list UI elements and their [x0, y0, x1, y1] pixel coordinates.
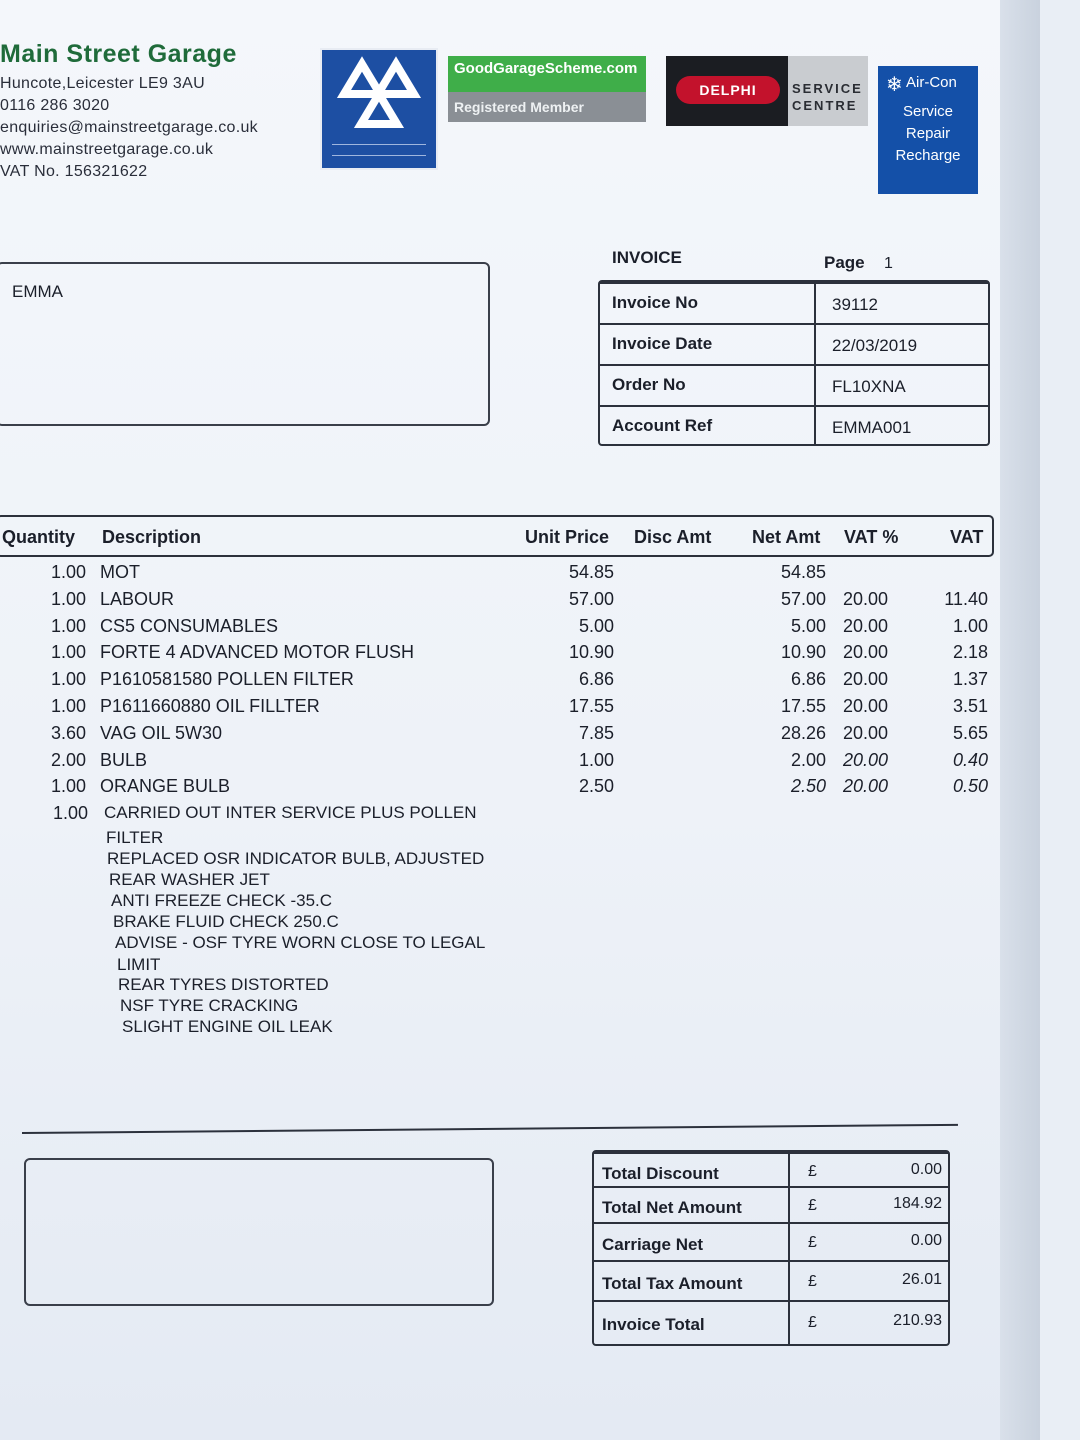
row-vat-percent: 20.00: [842, 642, 888, 663]
row-vat-percent: 20.00: [842, 749, 888, 770]
col-vat: VAT: [950, 527, 984, 547]
total-net-label: Total Net Amount: [602, 1198, 742, 1217]
note-line: ADVISE - OSF TYRE WORN CLOSE TO LEGAL: [115, 933, 486, 952]
mot-logo-caption: [332, 144, 426, 156]
snowflake-icon: ❄: [886, 74, 903, 96]
aircon-line-recharge: Recharge: [895, 147, 961, 164]
row-description: P1610581580 POLLEN FILTER: [100, 669, 354, 690]
delphi-wordmark: DELPHI: [676, 76, 780, 104]
row-vat: 1.37: [952, 669, 988, 690]
company-vat-number: VAT No. 156321622: [0, 163, 148, 180]
table-row: [0, 642, 1000, 669]
row-unit-price: 54.85: [568, 562, 614, 582]
row-unit-price: 10.90: [568, 642, 614, 663]
company-name: Main Street Garage: [0, 40, 237, 68]
row-vat-percent: 20.00: [842, 615, 888, 636]
row-description: VAG OIL 5W30: [100, 722, 223, 743]
table-row: [0, 776, 1000, 803]
row-unit-price: 2.50: [578, 776, 614, 797]
table-row: [0, 696, 1000, 723]
totals-box: [592, 1150, 950, 1346]
customer-address-box: [0, 262, 490, 426]
row-quantity: 2.00: [50, 749, 86, 770]
row-vat-percent: 20.00: [842, 669, 888, 690]
note-line: FILTER: [106, 828, 164, 847]
account-ref-value: EMMA001: [832, 418, 912, 437]
delphi-service-centre-logo: [666, 56, 868, 126]
invoice-no-label: Invoice No: [612, 293, 698, 312]
aircon-title: Air-Con: [906, 74, 957, 91]
note-line: NSF TYRE CRACKING: [120, 996, 299, 1015]
row-vat: 0.40: [952, 749, 988, 770]
company-header: [0, 40, 258, 185]
ggs-logo-title: GoodGarageScheme.com: [448, 56, 646, 92]
row-description: LABOUR: [100, 588, 175, 609]
row-description: BULB: [100, 749, 148, 770]
row-net-amount: 2.00: [790, 749, 826, 770]
invoice-title: INVOICE: [612, 248, 682, 267]
note-line: REAR TYRES DISTORTED: [118, 975, 329, 994]
mot-triangles-icon: [322, 50, 436, 140]
table-row: [0, 750, 1000, 777]
row-vat: 0.50: [952, 776, 988, 797]
row-net-amount: 5.00: [790, 615, 826, 636]
customer-name: EMMA: [12, 282, 63, 301]
row-vat-percent: 20.00: [842, 695, 888, 716]
carriage-net-value: 0.00: [910, 1232, 942, 1249]
row-net-amount: 54.85: [780, 562, 826, 582]
invoice-total-value: 210.93: [893, 1312, 942, 1329]
company-website: www.mainstreetgarage.co.uk: [0, 141, 214, 158]
currency-symbol: £: [808, 1273, 817, 1290]
row-unit-price: 1.00: [578, 749, 614, 770]
invoice-date-row: [600, 323, 988, 364]
delphi-service-label: SERVICE: [792, 81, 863, 96]
items-table-body: [0, 562, 1000, 803]
col-vat-percent: VAT %: [844, 527, 899, 547]
order-no-label: Order No: [612, 375, 686, 394]
table-row: [0, 723, 1000, 750]
row-quantity: 1.00: [50, 615, 86, 636]
row-description: ORANGE BULB: [100, 776, 231, 797]
good-garage-scheme-logo: [448, 56, 646, 122]
row-unit-price: 57.00: [568, 588, 614, 609]
order-no-value: FL10XNA: [832, 377, 906, 396]
row-vat-percent: 20.00: [842, 722, 888, 743]
total-tax-value: 26.01: [901, 1271, 942, 1288]
row-vat: 2.18: [952, 642, 988, 663]
invoice-total-row: [594, 1300, 948, 1344]
note-line: REAR WASHER JET: [109, 870, 270, 889]
table-row: [0, 669, 1000, 696]
note-line: LIMIT: [117, 955, 161, 974]
company-phone: 0116 286 3020: [0, 97, 110, 114]
page-number: 1: [884, 255, 893, 272]
aircon-line-service: Service: [902, 103, 954, 120]
row-quantity: 1.00: [50, 695, 86, 716]
row-vat: 5.65: [952, 722, 988, 743]
note-line: ANTI FREEZE CHECK -35.C: [111, 891, 333, 910]
carriage-net-label: Carriage Net: [602, 1235, 704, 1254]
col-disc-amt: Disc Amt: [634, 527, 712, 547]
row-quantity: 1.00: [50, 776, 86, 797]
table-row: [0, 589, 1000, 616]
col-quantity: Quantity: [2, 527, 76, 547]
carriage-net-row: [594, 1222, 948, 1260]
col-unit-price: Unit Price: [525, 527, 610, 547]
account-ref-label: Account Ref: [612, 416, 713, 435]
currency-symbol: £: [808, 1163, 817, 1180]
row-unit-price: 6.86: [578, 669, 614, 690]
delphi-centre-label: CENTRE: [792, 98, 858, 113]
row-quantity: 1.00: [50, 562, 86, 582]
ggs-logo-member: Registered Member: [454, 99, 584, 115]
total-tax-label: Total Tax Amount: [602, 1274, 743, 1293]
order-no-row: [600, 364, 988, 405]
invoice-details-box: [598, 280, 990, 446]
row-vat: 1.00: [952, 615, 988, 636]
invoice-date-label: Invoice Date: [612, 334, 713, 353]
currency-symbol: £: [808, 1234, 817, 1251]
row-unit-price: 7.85: [578, 722, 614, 743]
note-line: REPLACED OSR INDICATOR BULB, ADJUSTED: [107, 849, 485, 868]
row-vat: 11.40: [944, 588, 988, 609]
total-net-row: [594, 1186, 948, 1222]
total-discount-label: Total Discount: [602, 1164, 719, 1183]
aircon-line-repair: Repair: [905, 125, 951, 142]
row-net-amount: 6.86: [790, 669, 826, 690]
row-quantity: 1.00: [50, 642, 86, 663]
mot-testing-station-logo: [320, 48, 438, 170]
total-tax-row: [594, 1260, 948, 1300]
page-label: Page: [824, 253, 865, 272]
total-net-value: 184.92: [893, 1195, 942, 1212]
row-description: CS5 CONSUMABLES: [100, 615, 279, 636]
row-unit-price: 17.55: [568, 695, 614, 716]
company-email: enquiries@mainstreetgarage.co.uk: [0, 119, 258, 136]
company-address: Huncote,Leicester LE9 3AU: [0, 75, 205, 92]
row-description: P1611660880 OIL FILLTER: [100, 695, 320, 716]
note-line: SLIGHT ENGINE OIL LEAK: [122, 1017, 333, 1036]
invoice-total-label: Invoice Total: [602, 1315, 705, 1334]
row-vat-percent: 20.00: [842, 588, 888, 609]
row-quantity: 1.00: [50, 588, 86, 609]
currency-symbol: £: [808, 1314, 817, 1331]
note-line: CARRIED OUT INTER SERVICE PLUS POLLEN: [104, 803, 477, 822]
note-line: BRAKE FLUID CHECK 250.C: [113, 912, 339, 931]
invoice-no-row: [600, 282, 988, 323]
row-net-amount: 28.26: [780, 722, 826, 743]
row-unit-price: 5.00: [578, 615, 614, 636]
total-discount-value: 0.00: [910, 1161, 942, 1178]
table-row: [0, 616, 1000, 643]
total-discount-row: [594, 1152, 948, 1186]
footer-notes-box: [24, 1158, 494, 1306]
row-net-amount: 17.55: [780, 695, 826, 716]
paper-edge: [1000, 0, 1040, 1440]
row-quantity: 3.60: [50, 722, 86, 743]
row-vat: 3.51: [952, 695, 988, 716]
col-net-amt: Net Amt: [752, 527, 821, 547]
footer-divider: [22, 1124, 958, 1134]
notes-quantity: 1.00: [52, 803, 88, 823]
aircon-logo: [878, 66, 978, 194]
row-net-amount: 2.50: [790, 776, 826, 797]
invoice-no-value: 39112: [832, 295, 879, 314]
table-row: [0, 562, 1000, 589]
row-description: FORTE 4 ADVANCED MOTOR FLUSH: [100, 642, 415, 663]
account-ref-row: [600, 405, 988, 446]
row-vat-percent: 20.00: [842, 776, 888, 797]
row-quantity: 1.00: [50, 669, 86, 690]
invoice-date-value: 22/03/2019: [832, 336, 918, 355]
col-description: Description: [102, 527, 202, 547]
row-description: MOT: [100, 562, 140, 582]
currency-symbol: £: [808, 1197, 817, 1214]
row-net-amount: 10.90: [780, 642, 826, 663]
row-net-amount: 57.00: [780, 588, 826, 609]
items-table-header: [0, 515, 994, 557]
